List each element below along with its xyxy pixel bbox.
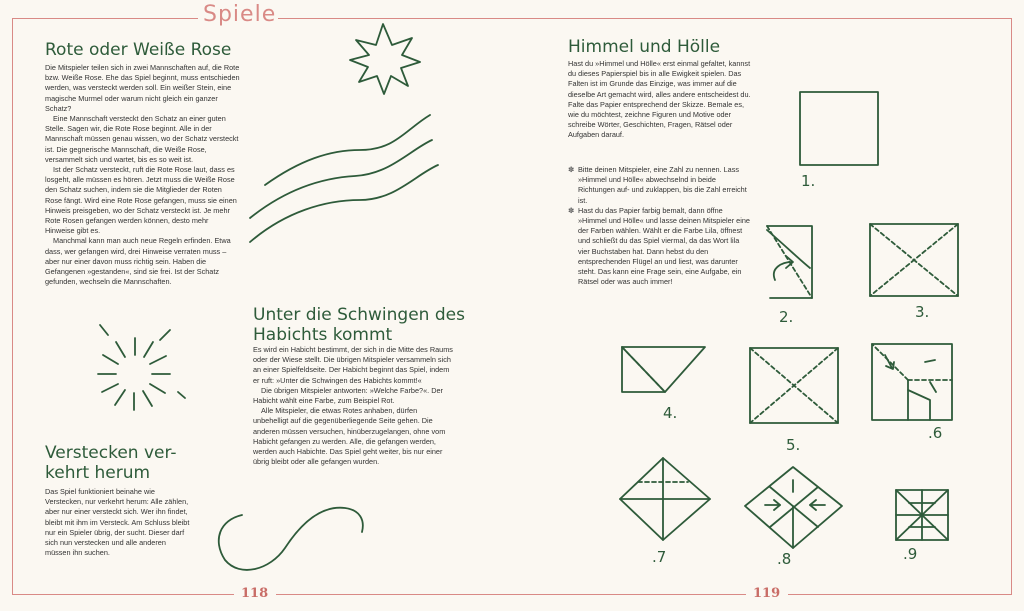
fold-step-7-drawing [620,458,710,540]
verstecken-paragraph: Das Spiel funktioniert beinahe wie Verstecken, nur verkehrt herum: Alle zählen, aber nur einer versteckt sich. Wer ihn findet, bleibt mit ihm im Versteck. Am Schluss bleibt nur ein Spieler übrig, der sucht. Dieser darf sich nun verstecken und alle anderen müssen ihn suchen. [45,487,190,558]
page-number-right: 119 [753,586,781,601]
fold-step-label: 4. [663,404,678,422]
fold-step-label: 1. [801,172,816,190]
rose-paragraph: Ist der Schatz versteckt, ruft die Rote Rose laut, dass es losgeht, alle müssen es hören. Jetzt muss die Weiße Rose den Schatz suchen, indem sie die Mitglieder der Roten Rose fängt. Wird eine Rote Rose gefangen, muss sie einen Hinweis preisgeben, wo der Schatz versteckt ist. Je mehr Rote Rosen gefangen werden können, desto mehr Hinweise gibt es. [45,165,237,236]
fold-step-4-drawing [622,347,705,392]
himmel-intro-text: Hast du »Himmel und Hölle« erst einmal gefaltet, kannst du dieses Papierspiel bis in alle Ewigkeit spielen. Das Falten ist im Grunde das Einzige, was immer auf die dieselbe Art gemacht wird, alles andere entscheidest du. Falte das Papier entsprechend der Skizze. Bemale es, wie du möchtest, zeichne Figuren und Motive oder schreibe Wörter, Geschichten, Fragen, Rätsel oder Aufgaben darauf. [568,59,751,140]
squiggle-drawing [219,508,363,570]
fold-step-8-drawing [745,467,842,548]
fold-step-label: 2. [779,308,794,326]
habicht-title-line1: Unter die Schwingen des [253,305,465,325]
habicht-paragraph: Alle Mitspieler, die etwas Rotes anhaben, dürfen unbehelligt auf die gegenüberliegende Seite gehen. Die anderen müssen versuchen, hinüberzugelangen, ohne vom Habicht gefangen zu werden. Alle, die gefangen werden, werden auch Habichte. Das Spiel geht weiter, bis nur einer übrig bleibt oder alle gefangen wurden. [253,406,446,467]
section-header: Spiele [203,2,277,27]
habicht-title-line2: Habichts kommt [253,325,393,345]
fold-step-3-drawing [870,224,958,296]
page-number-left: 118 [241,586,269,601]
himmel-title: Himmel und Hölle [568,37,721,57]
verstecken-title-line2: kehrt herum [45,463,151,483]
fold-step-label: 3. [915,303,930,321]
sunburst-drawing [98,325,185,410]
wave-lines-drawing [250,115,438,242]
rose-paragraph: Manchmal kann man auch neue Regeln erfinden. Etwa dass, wer gefangen wird, drei Hinweise verraten muss – aber nur einer davon muss richtig sein. Haben die Gefangenen »gestanden«, sind sie frei. Ist der Schatz gefunden, wechseln die Mannschaften. [45,236,231,287]
fold-step-5-drawing [750,348,838,423]
fold-step-label: .9 [903,545,918,563]
rose-paragraph: Die Mitspieler teilen sich in zwei Mannschaften auf, die Rote bzw. Weiße Rose. Ehe das Spiel beginnt, muss entschieden werden, was versteckt werden soll. Ein weißer Stein, eine magische Murmel oder warum nicht gleich ein ganzer Schatz? [45,63,240,113]
flower-bullet-icon: ✽ [568,165,575,174]
rose-paragraph: Eine Mannschaft versteckt den Schatz an einer guten Stelle. Sagen wir, die Rote Rose beginnt. Alle in der Mannschaft müssen genau wissen, wo der Schatz versteckt ist. Die gegnerische Mannschaft, die Weiße Rose, versammelt sich und wartet, bis es so weit ist. [45,114,239,164]
fold-step-label: .6 [928,424,943,442]
fold-step-9-drawing [896,490,948,540]
fold-step-6-drawing [872,344,952,420]
fold-step-label: 5. [786,436,801,454]
habicht-paragraph: Es wird ein Habicht bestimmt, der sich in die Mitte des Raums oder der Wiese stellt. Die übrigen Mitspieler versammeln sich an einer Spielfeldseite. Der Habicht beginnt das Spiel, indem er ruft: »Unter die Schwingen des Habichts kommt!« [253,345,453,385]
star-drawing [350,24,420,94]
fold-step-1-square [800,92,878,165]
fold-step-label: .7 [652,548,667,566]
list-item-text: Hast du das Papier farbig bemalt, dann öffne »Himmel und Hölle« und lasse deinen Mitspieler eine der Farben wählen. Wählt er die Farbe Lila, öffnest und schließt du das Spiel viermal, da das Wort lila vier Buchstaben hat. Dann hebst du den entsprechenden Flügel an und liest, was darunter steht. Das kann eine Frage sein, eine Aufgabe, ein Rätsel oder was auch immer! [578,205,750,287]
fold-step-label: .8 [777,550,792,568]
habicht-paragraph: Die übrigen Mitspieler antworten: »Welche Farbe?«. Der Habicht wählt eine Farbe, zum Beispiel Rot. [253,385,443,406]
flower-bullet-icon: ✽ [568,205,575,215]
list-item-text: Bitte deinen Mitspieler, eine Zahl zu nennen. Lass »Himmel und Hölle« abwechselnd in beide Richtungen auf- und zuklappen, bis die Zahl erreicht ist. [578,165,747,205]
rose-title: Rote oder Weiße Rose [45,40,232,60]
fold-step-2-drawing [767,226,812,298]
verstecken-title-line1: Verstecken ver- [45,443,177,463]
